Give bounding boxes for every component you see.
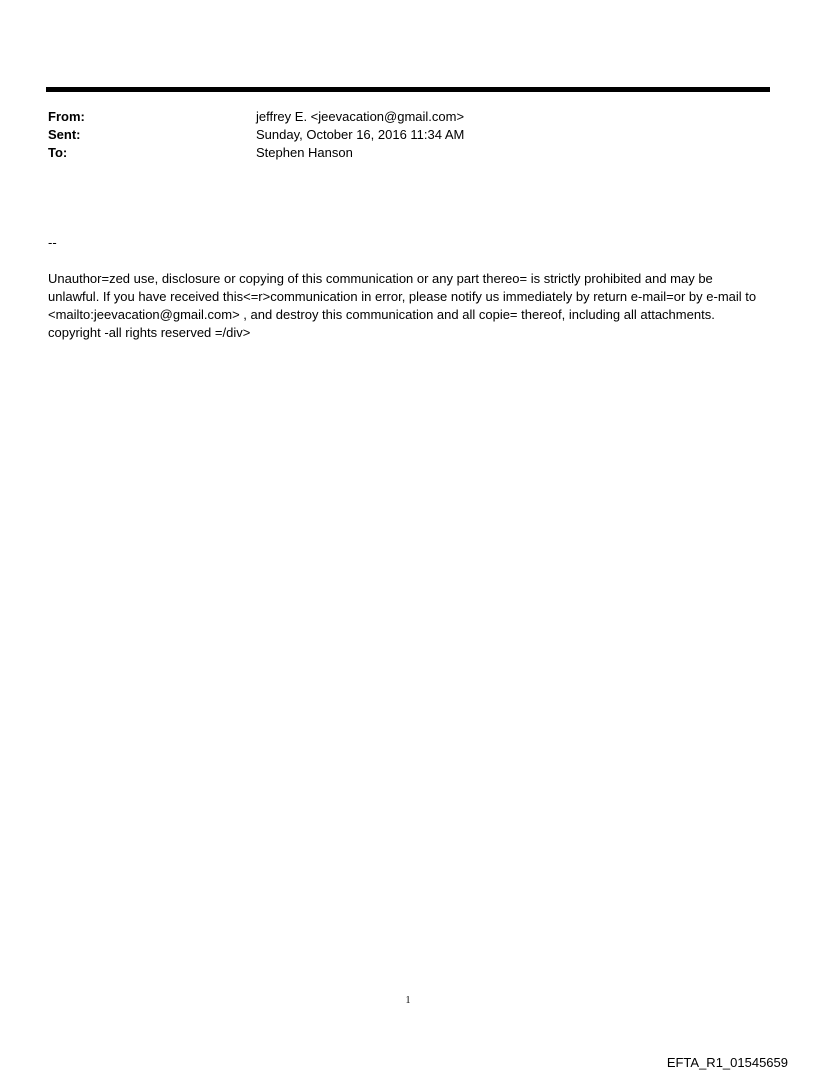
bates-number: EFTA_R1_01545659: [666, 1055, 788, 1070]
sent-value: Sunday, October 16, 2016 11:34 AM: [256, 127, 465, 142]
from-label: From:: [48, 109, 85, 124]
to-value: Stephen Hanson: [256, 145, 353, 160]
page-number: 1: [405, 995, 411, 1006]
header-row-sent: [48, 126, 748, 144]
email-header: [48, 108, 748, 162]
header-divider-rule: [46, 87, 770, 92]
disclaimer-text: Unauthor=zed use, disclosure or copying of this communication or any part thereo= is strictly prohibited and may be unlawful. If you have received this<=r>communication in error, please notify us immediately by return e-mail=or by e-mail to <mailto:jeevacation@gmail.com> , and destroy this communication and all copie= thereof, including all attachments. copyright -all rights reserved =/div>: [48, 271, 757, 340]
header-row-from: [48, 108, 748, 126]
signature-separator: --: [48, 235, 57, 250]
to-label: To:: [48, 145, 68, 160]
header-row-to: [48, 144, 748, 162]
sent-label: Sent:: [48, 127, 81, 142]
from-value: jeffrey E. <jeevacation@gmail.com>: [256, 109, 465, 124]
